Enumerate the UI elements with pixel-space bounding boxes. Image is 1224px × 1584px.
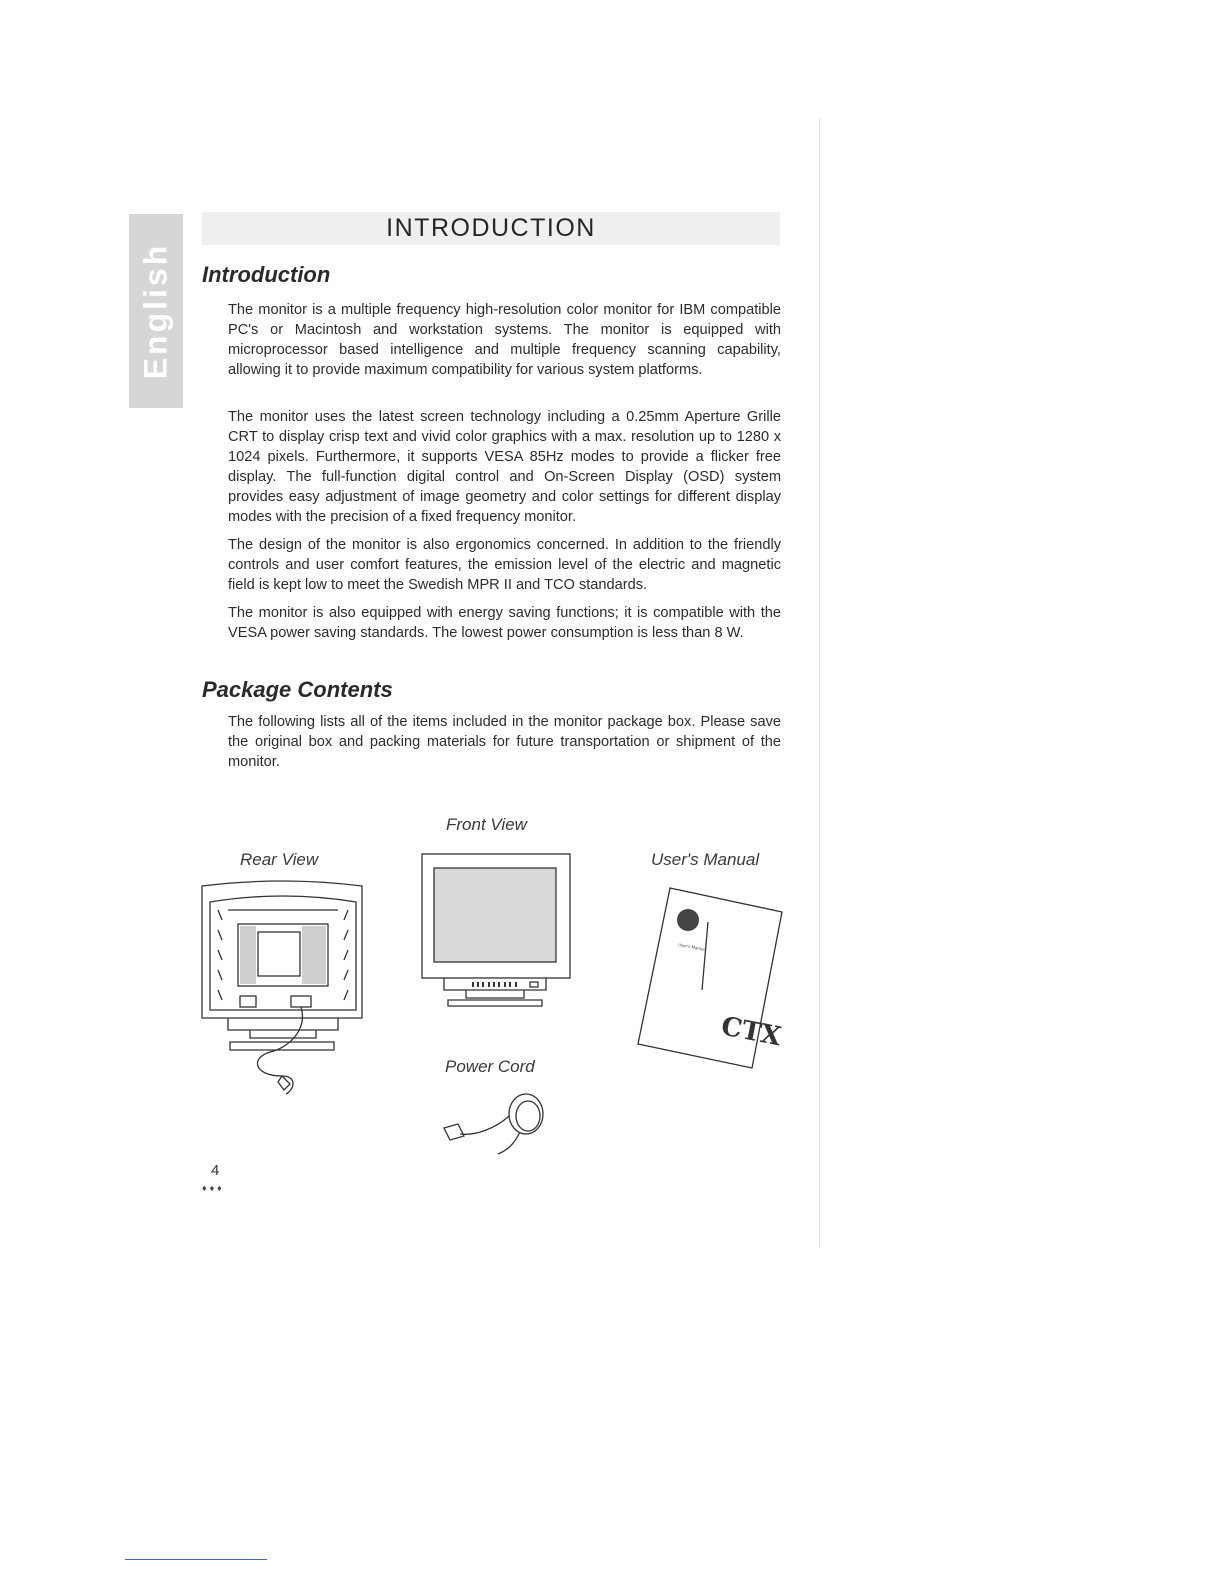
intro-paragraph-1: The monitor is a multiple frequency high-resolution color monitor for IBM compatible PC's or Macintosh and workstation systems. The monitor is equipped with microprocessor based intelligence and multiple frequency scanning capability, allowing it to provide maximum compatibility for various system platforms. bbox=[228, 302, 781, 378]
bottom-rule bbox=[125, 1559, 267, 1560]
page-ornament: ♦♦♦ bbox=[202, 1183, 225, 1193]
front-view-illustration bbox=[420, 852, 572, 1012]
chapter-title: INTRODUCTION bbox=[386, 214, 596, 242]
users-manual-caption: User's Manual bbox=[651, 850, 760, 869]
package-contents-heading: Package Contents bbox=[202, 677, 393, 702]
package-paragraph: The following lists all of the items included in the monitor package box. Please save the original box and packing materials for future transportation or shipment of the monitor. bbox=[228, 714, 781, 770]
language-side-tab bbox=[129, 214, 183, 408]
page-number: 4 bbox=[211, 1162, 220, 1179]
front-view-caption: Front View bbox=[446, 815, 527, 834]
right-margin-rule bbox=[819, 118, 820, 1248]
language-label: English bbox=[137, 242, 174, 380]
svg-text:User's Manual: User's Manual bbox=[677, 942, 707, 952]
intro-paragraph-3: The design of the monitor is also ergonomics concerned. In addition to the friendly controls and user comfort features, the emission level of the electric and magnetic field is kept low to meet the Swedish MPR II and TCO standards. bbox=[228, 537, 781, 593]
introduction-heading: Introduction bbox=[202, 262, 331, 287]
intro-paragraph-2: The monitor uses the latest screen technology including a 0.25mm Aperture Grille CRT to display crisp text and vivid color graphics with a max. resolution up to 1280 x 1024 pixels. Furthermore, it supports VESA 85Hz modes to provide a flicker free display. The full-function digital control and On-Screen Display (OSD) system provides easy adjustment of image geometry and color settings for different display modes with the precision of a fixed frequency monitor. bbox=[228, 409, 781, 525]
power-cord-illustration bbox=[436, 1090, 556, 1160]
power-cord-caption: Power Cord bbox=[445, 1057, 535, 1076]
chapter-banner bbox=[202, 212, 780, 245]
users-manual-illustration bbox=[632, 880, 792, 1080]
intro-paragraph-4: The monitor is also equipped with energy saving functions; it is compatible with the VESA power saving standards. The lowest power consumption is less than 8 W. bbox=[228, 605, 781, 641]
rear-view-caption: Rear View bbox=[240, 850, 319, 869]
rear-view-illustration bbox=[198, 880, 368, 1100]
manual-brand-logo: CTX bbox=[718, 1011, 784, 1053]
